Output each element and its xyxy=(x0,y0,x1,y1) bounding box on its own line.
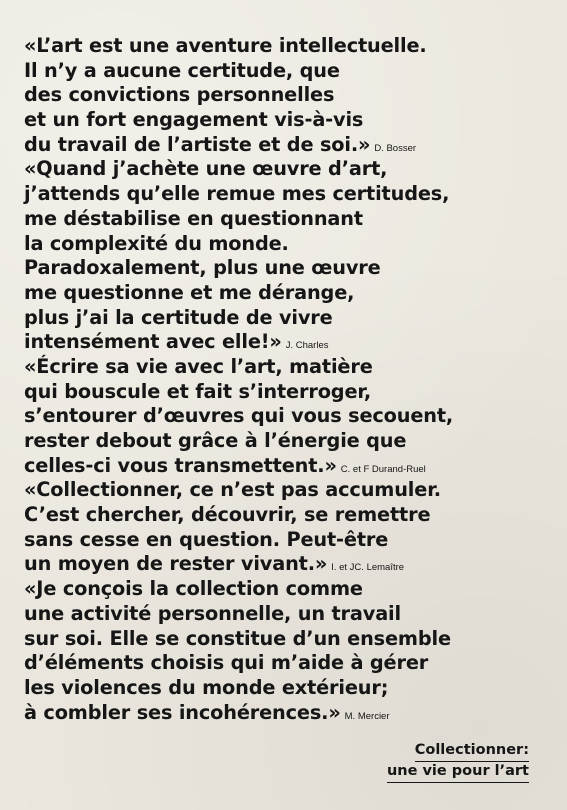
footer-title-line-2: une vie pour l’art xyxy=(387,762,529,783)
quote-line xyxy=(24,577,554,602)
quote-text: des convictions personnelles xyxy=(24,83,335,107)
quote-text: celles-ci vous transmettent.» xyxy=(24,453,337,477)
quote-line xyxy=(24,478,554,503)
quote-author: I. et JC. Lemaître xyxy=(331,562,405,574)
quote-text: la complexité du monde. xyxy=(24,231,289,255)
quote-text: s’entourer d’œuvres qui vous secouent, xyxy=(24,404,454,428)
quote xyxy=(24,157,554,355)
quote-line xyxy=(24,133,554,158)
quote-text: me questionne et me dérange, xyxy=(24,280,355,304)
quote-text: j’attends qu’elle remue mes certitudes, xyxy=(24,182,450,206)
quote-text: «L’art est une aventure intellectuelle. xyxy=(24,34,427,57)
quote-text: une activité personnelle, un travail xyxy=(24,601,401,625)
quote-text: intensément avec elle!» xyxy=(24,330,282,354)
quote-text: «Je conçois la collection comme xyxy=(24,577,363,601)
quote-line xyxy=(24,281,554,306)
footer-title-line-1: Collectionner: xyxy=(415,741,529,762)
quote-line xyxy=(24,627,554,652)
quote-text: du travail de l’artiste et de soi.» xyxy=(24,132,371,156)
quote-line xyxy=(24,454,554,479)
quote xyxy=(24,355,554,478)
quote-line xyxy=(24,232,554,257)
quote-line xyxy=(24,207,554,232)
quote-line xyxy=(24,83,554,108)
quote-text: Il n’y a aucune certitude, que xyxy=(24,58,340,82)
quote-text: plus j’ai la certitude de vivre xyxy=(24,305,333,329)
quote-text: «Écrire sa vie avec l’art, matière xyxy=(24,354,373,378)
quote-line xyxy=(24,676,554,701)
quote-line xyxy=(24,306,554,331)
quote-text: Paradoxalement, plus une œuvre xyxy=(24,256,381,280)
quote-line xyxy=(24,651,554,676)
quote-text: les violences du monde extérieur; xyxy=(24,675,389,699)
quote-line xyxy=(24,108,554,133)
quote-text: sans cesse en question. Peut-être xyxy=(24,527,389,551)
quote-text: à combler ses incohérences.» xyxy=(24,700,341,724)
quote-line xyxy=(24,256,554,281)
quote-text: sur soi. Elle se constitue d’un ensemble xyxy=(24,626,451,650)
quote-text: d’éléments choisis qui m’aide à gérer xyxy=(24,651,429,675)
quote-line xyxy=(24,34,554,59)
quote-line xyxy=(24,429,554,454)
quote-author: J. Charles xyxy=(285,340,329,352)
footer-title xyxy=(387,741,529,783)
quote-text: qui bouscule et fait s’interroger, xyxy=(24,379,372,403)
quote xyxy=(24,34,554,157)
quote-line xyxy=(24,380,554,405)
quote-line xyxy=(24,157,554,182)
quote-line xyxy=(24,503,554,528)
quote-text: «Quand j’achète une œuvre d’art, xyxy=(24,157,388,181)
quote-author: C. et F Durand-Ruel xyxy=(340,463,426,475)
quote-text: un moyen de rester vivant.» xyxy=(24,552,328,576)
quote-text: «Collectionner, ce n’est pas accumuler. xyxy=(24,478,441,502)
quote-line xyxy=(24,330,554,355)
quote-text: rester debout grâce à l’énergie que xyxy=(24,429,407,452)
quotes-block xyxy=(24,34,554,725)
quote-line xyxy=(24,552,554,577)
quote-line xyxy=(24,59,554,84)
quote-line xyxy=(24,701,554,726)
quote xyxy=(24,478,554,577)
quote-author: M. Mercier xyxy=(344,710,390,722)
quote-text: me déstabilise en questionnant xyxy=(24,206,363,230)
quote-line xyxy=(24,404,554,429)
quote-line xyxy=(24,182,554,207)
quote-text: et un fort engagement vis-à-vis xyxy=(24,108,364,132)
quote xyxy=(24,577,554,725)
quote-line xyxy=(24,528,554,553)
quote-author: D. Bosser xyxy=(374,142,417,154)
quote-line xyxy=(24,355,554,380)
quote-text: C’est chercher, découvrir, se remettre xyxy=(24,503,431,527)
quote-line xyxy=(24,602,554,627)
